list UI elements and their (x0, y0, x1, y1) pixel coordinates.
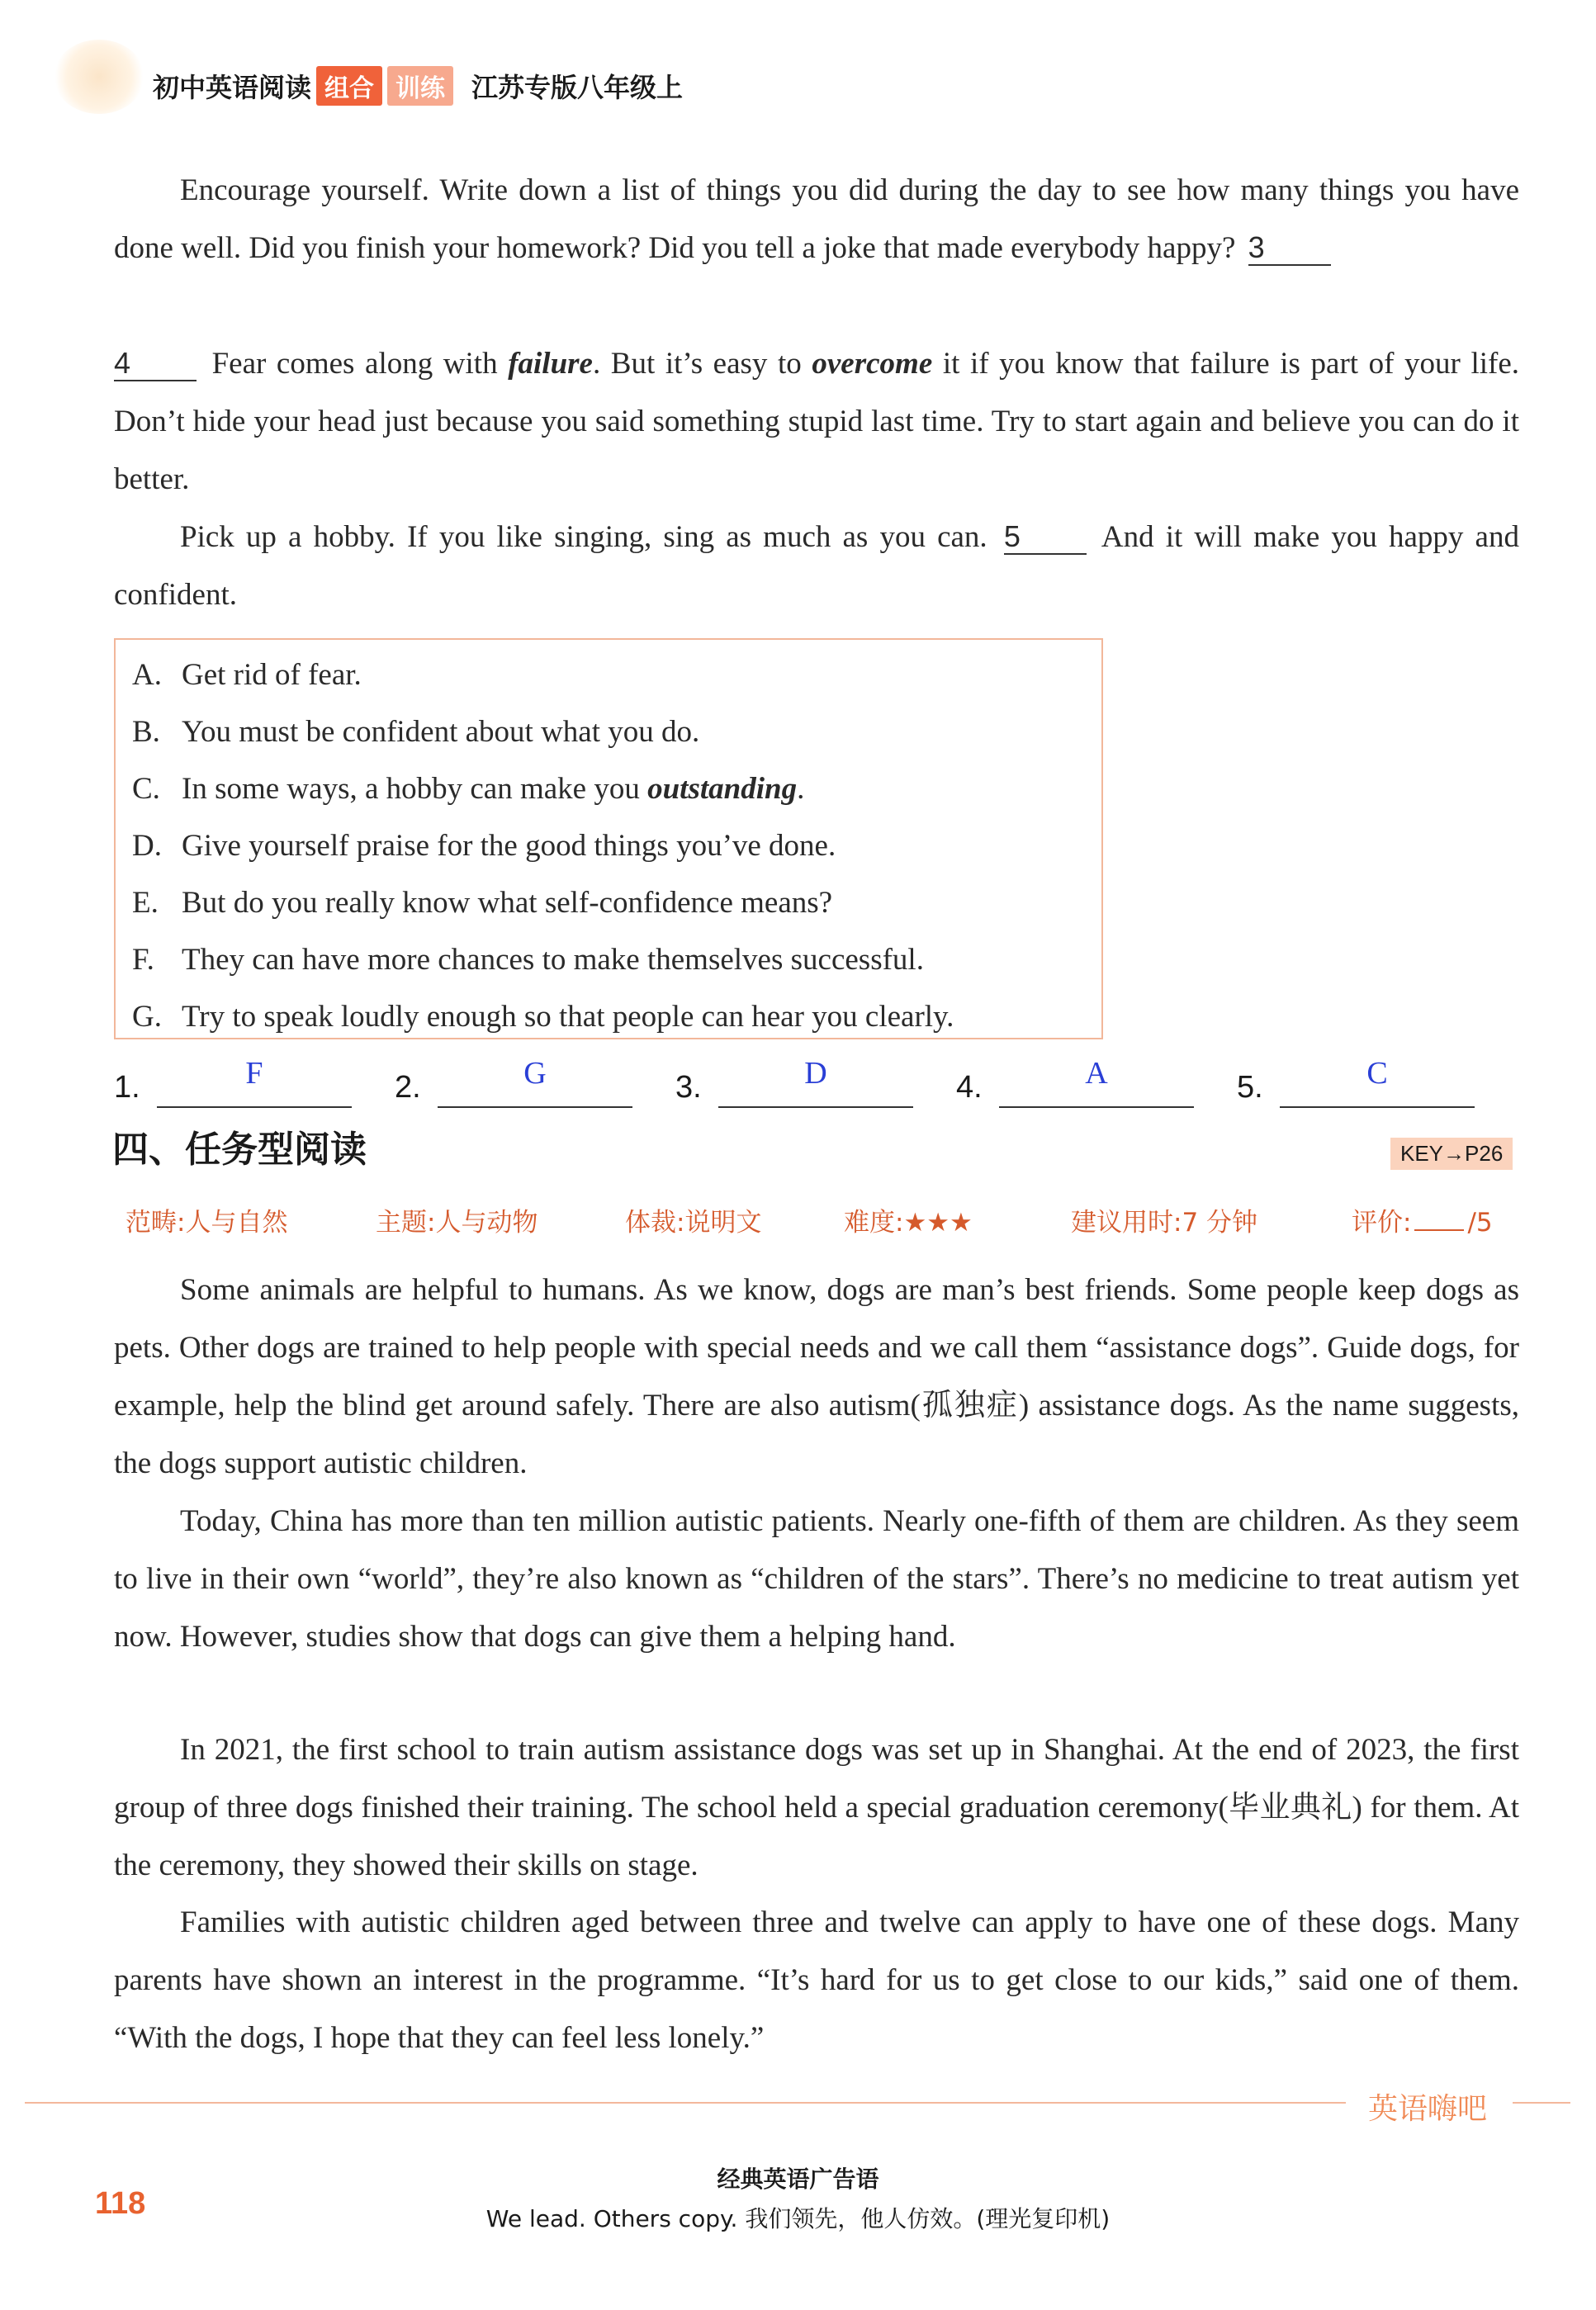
option-b (132, 703, 1085, 760)
option-text: Give yourself praise for the good things you’ve done. (182, 829, 836, 863)
footer-divider-right (1513, 2102, 1570, 2104)
page-number: 118 (95, 2186, 146, 2221)
option-letter: C. (132, 772, 160, 806)
options-box (114, 638, 1103, 1039)
option-text: Try to speak loudly enough so that people can hear you clearly. (182, 1000, 954, 1034)
score-label: 评价: (1352, 1208, 1412, 1238)
passage2-paragraph-2 (114, 1493, 1519, 1666)
blank-4: 4 (114, 347, 197, 381)
answer-number: 1. (114, 1070, 140, 1105)
footer-divider (25, 2102, 1346, 2104)
score-total: /5 (1467, 1208, 1493, 1238)
answer-number: 2. (395, 1070, 421, 1105)
answer-value: A (1085, 1056, 1108, 1091)
meta-score (1352, 1201, 1493, 1238)
passage1-text: Pick up a hobby. If you like singing, sing as much as you can. (180, 520, 999, 554)
passage1-text: And it will make you happy and confident. (114, 520, 1519, 612)
blank-3: 3 (1248, 231, 1331, 266)
passage1-paragraph-1 (114, 162, 1519, 277)
answer-underline (718, 1106, 913, 1108)
meta-time: 建议用时:7 分钟 (1071, 1208, 1258, 1238)
option-letter: A. (132, 658, 162, 692)
header-tag-combo: 组合 (316, 66, 382, 106)
header-title: 初中英语阅读 (153, 72, 312, 103)
footer-brand: 英语嗨吧 (1368, 2092, 1488, 2126)
passage1-text: Encourage yourself. Write down a list of things you did during the day to see how many things you have done well. Did you finish your homework? Did you tell a joke that made everybody happy? (114, 173, 1519, 265)
option-text: They can have more chances to make themselves successful. (182, 943, 924, 977)
score-blank (1414, 1229, 1464, 1231)
header-subtitle: 江苏专版八年级上 (471, 72, 684, 103)
answer-underline (1280, 1106, 1475, 1108)
option-c (132, 760, 1085, 817)
option-d (132, 817, 1085, 874)
passage1-paragraph-3 (114, 509, 1519, 624)
footer-slogan: We lead. Others copy. 我们领先，他人仿效。(理光复印机) (485, 2205, 1111, 2232)
word-failure: failure (508, 347, 593, 381)
answer-underline (157, 1106, 352, 1108)
passage2-text: Families with autistic children aged between three and twelve can apply to have one of these dogs. Many parents have shown an interest in the programme. “It’s hard for us to get close to our kids,” said one of them. “With the dogs, I hope that they can feel less lonely.” (114, 1905, 1519, 2055)
answer-value: G (523, 1056, 547, 1091)
answer-row (114, 1047, 1518, 1113)
option-letter: F. (132, 943, 154, 977)
passage2-paragraph-3 (114, 1721, 1519, 1895)
word-outstanding: outstanding (647, 772, 798, 806)
option-a (132, 646, 1085, 703)
option-text: You must be confident about what you do. (182, 715, 700, 749)
option-text: But do you really know what self-confidence means? (182, 886, 833, 920)
answer-underline (438, 1106, 632, 1108)
answer-number: 4. (956, 1070, 983, 1105)
option-letter: E. (132, 886, 159, 920)
option-letter: G. (132, 1000, 162, 1034)
passage2-text: Some animals are helpful to humans. As we know, dogs are man’s best friends. Some people keep dogs as pets. Other dogs are trained to help people with special needs and we call them “assistance dogs”. Guide dogs, for example, help the blind get around safely. There are also autism(孤独症) assistance dogs. As the name suggests, the dogs support autistic children. (114, 1273, 1519, 1480)
passage2-paragraph-4 (114, 1894, 1519, 2067)
option-e (132, 874, 1085, 931)
passage2-paragraph-1 (114, 1262, 1519, 1493)
option-letter: D. (132, 829, 162, 863)
answer-number: 3. (675, 1070, 702, 1105)
meta-genre: 体裁:说明文 (625, 1208, 762, 1238)
option-text: . (797, 772, 805, 806)
passage2-text: In 2021, the first school to train autism assistance dogs was set up in Shanghai. At the end of 2023, the first group of three dogs finished their training. The school held a special graduation ceremony(毕业典礼) for them. At the ceremony, they showed their skills on stage. (114, 1733, 1519, 1882)
answer-value: F (245, 1056, 263, 1091)
option-letter: B. (132, 715, 160, 749)
section-title: 四、任务型阅读 (112, 1129, 367, 1171)
answer-value: D (804, 1056, 827, 1091)
answer-value: C (1366, 1056, 1388, 1091)
header-tag-training: 训练 (387, 66, 453, 106)
word-overcome: overcome (812, 347, 933, 381)
option-g (132, 988, 1085, 1045)
meta-difficulty: 难度:★★★ (844, 1208, 973, 1238)
answer-underline (999, 1106, 1194, 1108)
passage1-paragraph-2 (114, 335, 1519, 509)
meta-category: 范畴:人与自然 (126, 1208, 288, 1238)
header-decoration (54, 40, 144, 114)
page-header (153, 64, 683, 107)
option-text: In some ways, a hobby can make you (182, 772, 648, 806)
blank-5: 5 (1004, 520, 1087, 555)
option-text: Get rid of fear. (182, 658, 362, 692)
passage2-text: Today, China has more than ten million autistic patients. Nearly one-fifth of them are children. As they seem to live in their own “world”, they’re also known as “children of the stars”. There’s no medicine to treat autism yet now. However, studies show that dogs can give them a helping hand. (114, 1504, 1519, 1654)
answer-number: 5. (1237, 1070, 1263, 1105)
footer-title: 经典英语广告语 (717, 2166, 879, 2193)
passage1-text: Fear comes along with (201, 347, 509, 381)
meta-theme: 主题:人与动物 (376, 1208, 538, 1238)
passage1-text: it if you know that failure is part of your life. Don’t hide your head just because you said something stupid last time. Try to start again and believe you can do it better. (114, 347, 1519, 496)
option-f (132, 931, 1085, 988)
answer-key-reference: KEY→P26 (1390, 1138, 1513, 1170)
passage1-text: . But it’s easy to (592, 347, 812, 381)
